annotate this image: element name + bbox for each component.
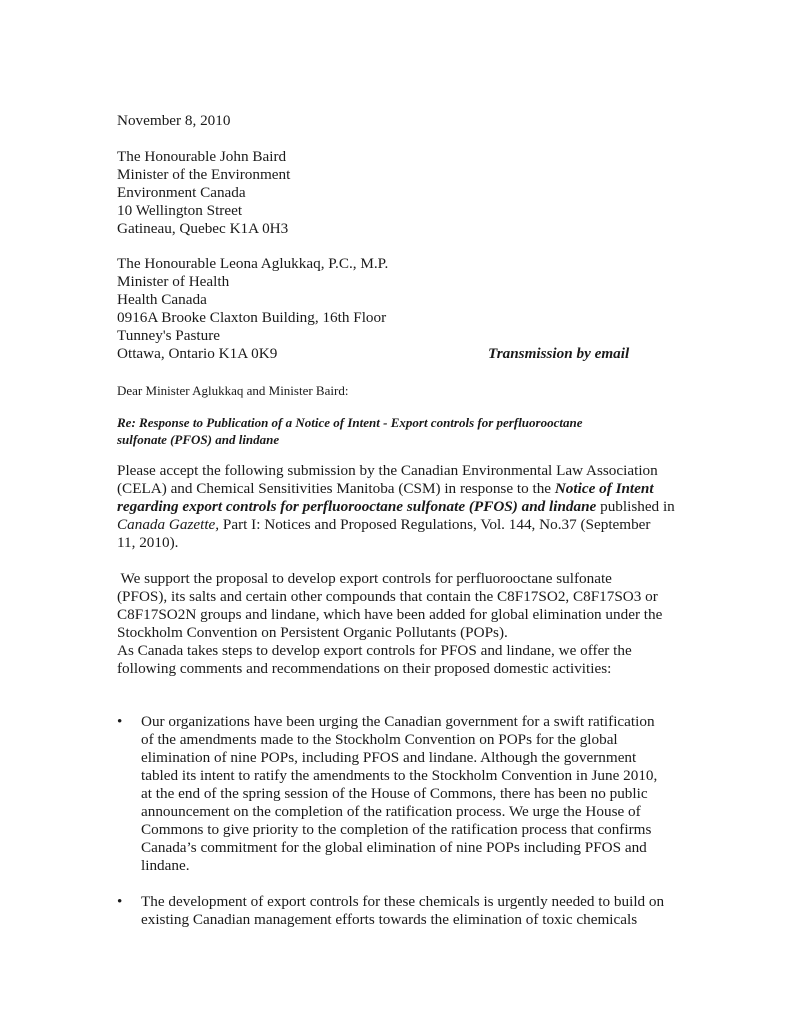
notice-title-emphasis: regarding export controls for perfluorooctane sulfonate (PFOS) and lindane — [117, 498, 597, 515]
paragraph-line: 11, 2010). — [117, 534, 179, 551]
paragraph-line — [117, 480, 675, 498]
notice-title-emphasis: Notice of Intent — [554, 480, 654, 497]
subject-line — [117, 415, 582, 449]
address-line: 10 Wellington Street — [117, 202, 243, 219]
recipient-address-2 — [117, 255, 388, 363]
transmission-note: Transmission by email — [488, 345, 630, 362]
paragraph-line: Please accept the following submission by the Canadian Environmental Law Association — [117, 462, 658, 479]
bullet-line: existing Canadian management efforts towards the elimination of toxic chemicals — [141, 911, 638, 928]
address-line: The Honourable Leona Aglukkaq, P.C., M.P. — [117, 255, 389, 272]
subject-line-2: sulfonate (PFOS) and lindane — [117, 432, 280, 447]
address-line: The Honourable John Baird — [117, 148, 287, 165]
bullet-icon: • — [117, 893, 123, 910]
address-line: Ottawa, Ontario K1A 0K9 — [117, 345, 278, 362]
address-line: Minister of the Environment — [117, 166, 291, 183]
bullet-line: Our organizations have been urging the Canadian government for a swift ratification — [141, 713, 655, 730]
address-line: Gatineau, Quebec K1A 0H3 — [117, 220, 289, 237]
paragraph-line: We support the proposal to develop export controls for perfluorooctane sulfonate — [117, 570, 612, 587]
paragraph-line — [117, 498, 675, 516]
text-run: Part I: Notices and Proposed Regulations, Vol. 144, No.37 (September — [219, 516, 651, 533]
bullet-line: Commons to give priority to the completion of the ratification process that confirms — [141, 821, 652, 838]
paragraph-line: As Canada takes steps to develop export controls for PFOS and lindane, we offer the — [117, 642, 632, 659]
bullet-line: tabled its intent to ratify the amendments to the Stockholm Convention in June 2010, — [141, 767, 658, 784]
address-line: Minister of Health — [117, 273, 230, 290]
address-line: 0916A Brooke Claxton Building, 16th Floor — [117, 309, 387, 326]
bullet-line: Canada’s commitment for the global elimination of nine POPs including PFOS and — [141, 839, 647, 856]
recipient-address-1 — [117, 148, 290, 238]
bullet-line: announcement on the completion of the ratification process. We urge the House of — [141, 803, 641, 820]
bullet-line: The development of export controls for these chemicals is urgently needed to build on — [141, 893, 665, 910]
bullet-icon: • — [117, 713, 123, 730]
paragraph-line: C8F17SO2N groups and lindane, which have been added for global elimination under the — [117, 606, 663, 623]
paragraph-support — [117, 570, 662, 642]
paragraph-line: Stockholm Convention on Persistent Organic Pollutants (POPs). — [117, 624, 508, 641]
bullet-line: elimination of nine POPs, including PFOS and lindane. Although the government — [141, 749, 637, 766]
bullet-line: at the end of the spring session of the House of Commons, there has been no public — [141, 785, 648, 802]
bullet-line: lindane. — [141, 857, 190, 874]
bullet-text — [141, 893, 664, 929]
address-line: Health Canada — [117, 291, 207, 308]
bullet-text — [141, 713, 657, 875]
paragraph-line: (PFOS), its salts and certain other compounds that contain the C8F17SO2, C8F17SO3 or — [117, 588, 658, 605]
address-line: Environment Canada — [117, 184, 246, 201]
paragraph-submission — [117, 462, 675, 552]
letter-date: November 8, 2010 — [117, 112, 231, 129]
paragraph-line — [117, 516, 675, 534]
salutation: Dear Minister Aglukkaq and Minister Baird: — [117, 383, 349, 398]
text-run: (CELA) and Chemical Sensitivities Manitoba (CSM) in response to the — [117, 480, 555, 497]
subject-line-1: Re: Response to Publication of a Notice of Intent - Export controls for perfluorooctane — [117, 415, 583, 430]
paragraph-line: following comments and recommendations on their proposed domestic activities: — [117, 660, 612, 677]
publication-name: Canada Gazette, — [117, 516, 220, 533]
text-run: published in — [596, 498, 675, 515]
paragraph-intro-comments — [117, 642, 632, 678]
bullet-line: of the amendments made to the Stockholm Convention on POPs for the global — [141, 731, 618, 748]
address-line: Tunney's Pasture — [117, 327, 221, 344]
